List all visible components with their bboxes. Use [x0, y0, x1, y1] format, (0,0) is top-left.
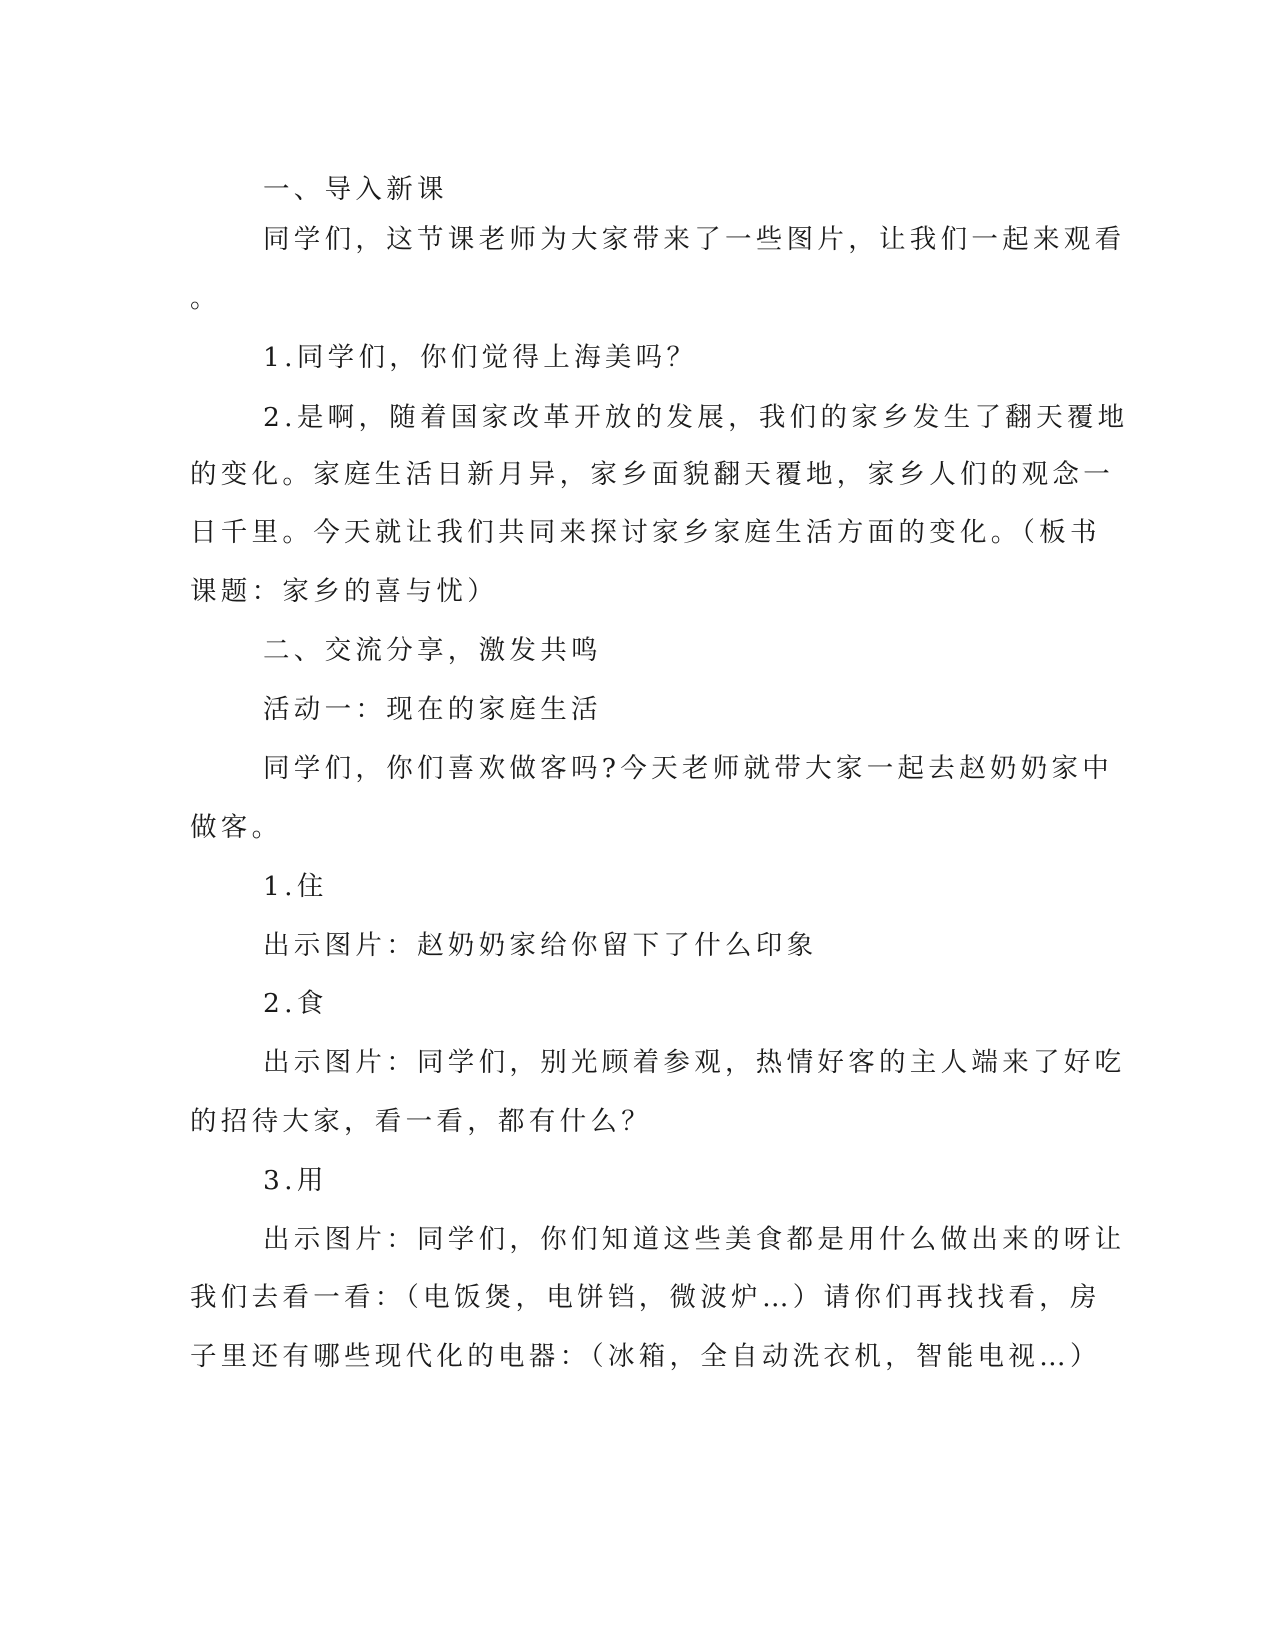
- paragraph-line: 课题：家乡的喜与忧）: [190, 576, 498, 607]
- paragraph-line: 出示图片：同学们，别光顾着参观，热情好客的主人端来了好吃: [263, 1047, 1126, 1078]
- paragraph-line: 我们去看一看：（电饭煲，电饼铛，微波炉…）请你们再找找看，房: [190, 1282, 1101, 1313]
- paragraph-line: 出示图片：同学们，你们知道这些美食都是用什么做出来的呀让: [263, 1224, 1126, 1255]
- subheading-housing: 1.住: [263, 871, 328, 902]
- section-heading-intro: 一、导入新课: [263, 174, 448, 205]
- paragraph-line: 做客。: [190, 812, 283, 843]
- activity-heading: 活动一：现在的家庭生活: [263, 694, 602, 725]
- question-line: 1.同学们，你们觉得上海美吗？: [263, 342, 698, 373]
- paragraph-line: 。: [190, 283, 221, 314]
- paragraph-line: 子里还有哪些现代化的电器：（冰箱，全自动洗衣机，智能电视…）: [190, 1341, 1101, 1372]
- subheading-food: 2.食: [263, 988, 328, 1019]
- paragraph-line: 同学们，你们喜欢做客吗?今天老师就带大家一起去赵奶奶家中: [263, 753, 1114, 784]
- paragraph-line: 日千里。今天就让我们共同来探讨家乡家庭生活方面的变化。（板书: [190, 517, 1101, 548]
- paragraph-line: 的变化。家庭生活日新月异，家乡面貌翻天覆地，家乡人们的观念一: [190, 459, 1114, 490]
- paragraph-line: 的招待大家，看一看，都有什么？: [190, 1106, 652, 1137]
- subheading-use: 3.用: [263, 1165, 328, 1196]
- section-heading-share: 二、交流分享，激发共鸣: [263, 635, 602, 666]
- paragraph-line: 出示图片：赵奶奶家给你留下了什么印象: [263, 930, 818, 961]
- paragraph-line: 同学们，这节课老师为大家带来了一些图片，让我们一起来观看: [263, 224, 1126, 255]
- paragraph-line: 2.是啊，随着国家改革开放的发展，我们的家乡发生了翻天覆地: [263, 402, 1129, 433]
